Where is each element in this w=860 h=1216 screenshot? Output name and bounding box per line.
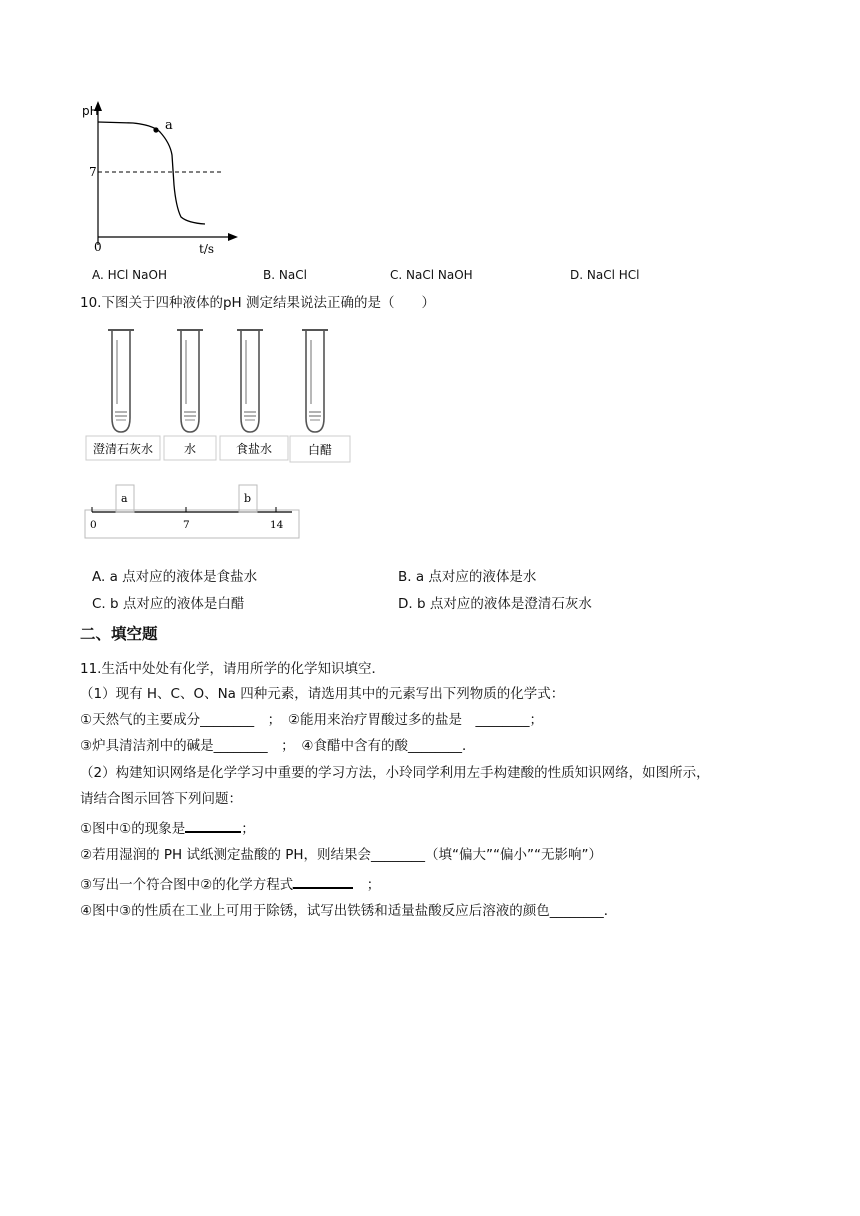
q9-option-d: D. NaCl HCl [570, 268, 640, 282]
q9-option-c: C. NaCl NaOH [390, 268, 473, 282]
q11-part2-intro: （2）构建知识网络是化学学习中重要的学习方法，小玲同学利用左手构建酸的性质知识网络，如图所示， [80, 765, 710, 781]
q10-option-c: C. b 点对应的液体是白醋 [92, 596, 245, 612]
tick-label-14: 14 [270, 519, 284, 531]
q11-question-c [80, 874, 380, 894]
q11-question-a-text: ①图中①的现象是 [80, 821, 186, 837]
test-tubes-figure [84, 322, 354, 464]
q11-part1-intro: （1）现有 H、C、O、Na 四种元素，请选用其中的元素写出下列物质的化学式： [80, 686, 565, 702]
answer-blank-c[interactable] [293, 874, 353, 889]
q10-stem: 10.下图关于四种液体的pH 测定结果说法正确的是（ ） [80, 295, 435, 311]
scale-frame [85, 510, 299, 538]
section-title: 二、填空题 [80, 625, 158, 643]
q9-option-b: B. NaCl [263, 268, 307, 282]
tube-label-water: 水 [183, 442, 197, 456]
q11-question-b: ②若用湿润的 PH 试纸测定盐酸的 PH，则结果会________（填“偏大”“偏小”“无影响”） [80, 847, 603, 863]
q11-line2: ③炉具清洁剂中的碱是________ ； ④食醋中含有的酸________． [80, 738, 476, 754]
q11-question-c-text: ③写出一个符合图中②的化学方程式 [80, 877, 294, 893]
marker-b-label: b [244, 492, 252, 505]
answer-blank-a[interactable] [185, 818, 241, 833]
q11-question-c-end: ； [353, 877, 381, 893]
ref-7-label: 7 [89, 165, 97, 179]
test-tube-3 [237, 330, 263, 432]
ph-curve [98, 122, 205, 224]
tube-label-salt-water: 食盐水 [235, 442, 273, 456]
ph-titration-graph [78, 95, 248, 260]
point-a [153, 127, 158, 132]
q10-option-a: A. a 点对应的液体是食盐水 [92, 569, 258, 585]
y-axis-label: pH [82, 104, 99, 118]
x-axis-label: t/s [199, 242, 215, 256]
ph-scale-figure [84, 484, 304, 542]
q11-line1: ①天然气的主要成分________ ； ②能用来治疗胃酸过多的盐是 ________； [80, 712, 543, 728]
test-tube-1 [108, 330, 134, 432]
point-a-label: a [165, 118, 173, 133]
q10-option-d: D. b 点对应的液体是澄清石灰水 [398, 596, 592, 612]
tube-label-limewater: 澄清石灰水 [92, 442, 154, 456]
test-tube-4 [302, 330, 328, 432]
test-tube-2 [177, 330, 203, 432]
q11-part2-intro-2: 请结合图示回答下列问题： [80, 791, 242, 807]
tube-label-vinegar: 白醋 [307, 443, 333, 457]
q11-question-d: ④图中③的性质在工业上可用于除锈，试写出铁锈和适量盐酸反应后溶液的颜色________． [80, 903, 618, 919]
q11-question-a [80, 818, 255, 838]
q11-question-a-end: ； [241, 821, 255, 837]
x-axis-arrow [228, 233, 238, 241]
q10-option-b: B. a 点对应的液体是水 [398, 569, 537, 585]
q11-stem: 11.生活中处处有化学，请用所学的化学知识填空． [80, 661, 385, 677]
origin-label: 0 [94, 240, 102, 254]
q9-option-a: A. HCl NaOH [92, 268, 167, 282]
tick-label-0: 0 [90, 519, 97, 531]
tick-label-7: 7 [183, 519, 190, 531]
marker-a-label: a [121, 492, 128, 505]
